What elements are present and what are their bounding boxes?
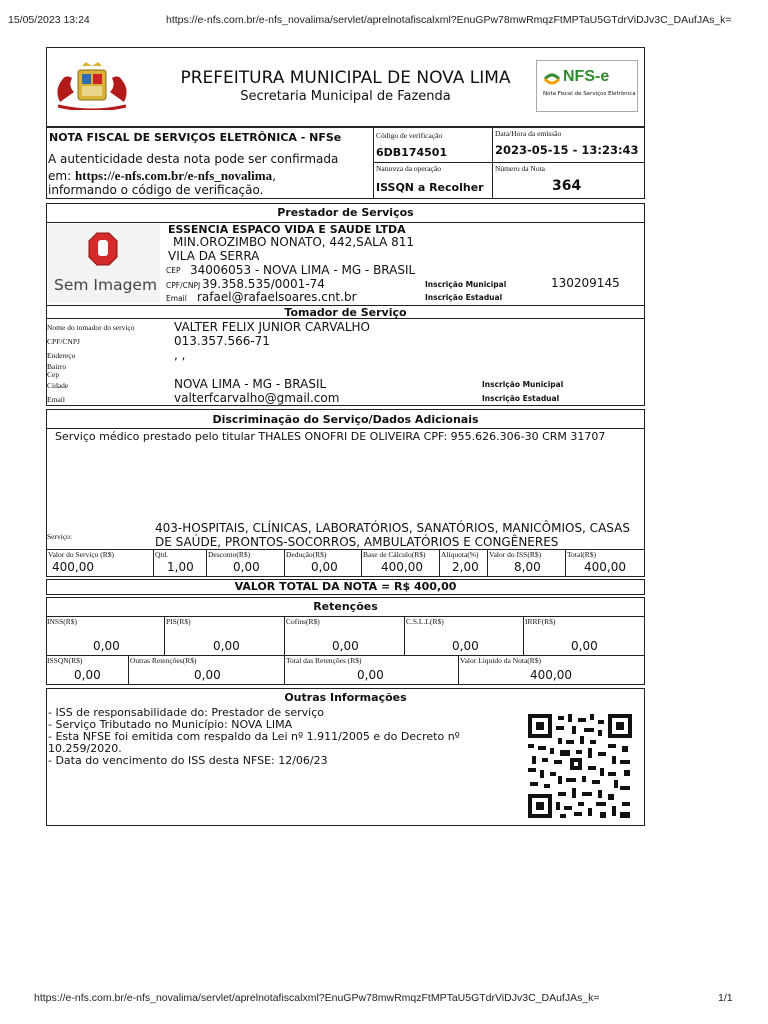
valor-liquido-label: Valor Liquido da Nota(R$) <box>460 656 542 665</box>
prestador-cep: 34006053 - NOVA LIMA - MG - BRASIL <box>190 263 416 277</box>
issqn-value: 0,00 <box>74 668 101 682</box>
desconto-label: Desconto(R$) <box>208 550 251 559</box>
total-retencoes-label: Total das Retenções (R$) <box>286 656 362 665</box>
csll-value: 0,00 <box>452 639 479 653</box>
tomador-cep-label: Cep <box>47 370 60 379</box>
nfse-logo-text: NFS-e <box>563 68 610 85</box>
csll-label: C.S.L.L(R$) <box>406 617 444 626</box>
auth-url-link[interactable]: https://e-nfs.com.br/e-nfs_novalima <box>74 168 273 183</box>
natureza-label: Natureza da operação <box>376 164 441 173</box>
stop-hand-icon <box>88 232 118 266</box>
nota-title: NOTA FISCAL DE SERVIÇOS ELETRÔNICA - NFSe <box>49 131 342 144</box>
print-url: https://e-nfs.com.br/e-nfs_novalima/servlet/aprelnotafiscalxml?EnuGPw78mwRmqzFtMPTaU5GTdrViDJv3C_DAufJAs_k= <box>166 14 732 26</box>
outras-line-5: - Data do vencimento do ISS desta NFSE: 12/06/23 <box>48 754 328 767</box>
data-label: Data/Hora da emissão <box>495 129 562 138</box>
pis-label: PIS(R$) <box>166 617 191 626</box>
prestador-email: rafael@rafaelsoares.cnt.br <box>197 290 357 304</box>
total-label: Total(R$) <box>567 550 597 559</box>
base-calculo-label: Base de Cálculo(R$) <box>363 550 426 559</box>
prestador-email-label: Email <box>166 294 187 303</box>
outras-section-title: Outras Informações <box>284 691 407 704</box>
valor-iss-value: 8,00 <box>514 560 541 574</box>
deducao-value: 0,00 <box>311 560 338 574</box>
irrf-label: IRRF(R$) <box>525 617 556 626</box>
auth-line-3: informando o código de verificação. <box>48 183 264 197</box>
tomador-cpf: 013.357.566-71 <box>174 334 270 348</box>
tomador-cpf-label: CPF/CNPJ <box>47 337 80 346</box>
sem-imagem-text: Sem Imagem <box>54 276 158 294</box>
codigo-label: Código de verificação <box>376 131 443 140</box>
tomador-email: valterfcarvalho@gmail.com <box>174 391 340 405</box>
valores-box <box>46 549 645 577</box>
discriminacao-section-title: Discriminação do Serviço/Dados Adicionais <box>212 413 479 426</box>
prestador-endereco: MIN.OROZIMBO NONATO, 442,SALA 811 <box>173 235 415 249</box>
issqn-label: ISSQN(R$) <box>47 656 83 665</box>
prestador-cnpj-label: CPF/CNPJ <box>166 281 201 290</box>
valor-liquido-value: 400,00 <box>530 668 572 682</box>
outras-retencoes-label: Outras Retenções(R$) <box>130 656 197 665</box>
tomador-nome-label: Nome do tomador do serviço <box>47 323 135 332</box>
servico-line-2: DE SAÚDE, PRONTOS-SOCORROS, AMBULATÓRIOS E CONGÊNERES <box>155 535 559 549</box>
prestador-cnpj: 39.358.535/0001-74 <box>202 277 325 291</box>
outras-line-2: - Serviço Tributado no Município: NOVA LIMA <box>48 718 293 731</box>
nfse-logo-subtitle: Nota Fiscal de Serviços Eletrônica <box>543 91 636 97</box>
nfse-logo <box>536 60 638 112</box>
data-value: 2023-05-15 - 13:23:43 <box>495 143 639 157</box>
prestador-im-label: Inscrição Municipal <box>425 280 507 289</box>
base-calculo-value: 400,00 <box>381 560 423 574</box>
pis-value: 0,00 <box>213 639 240 653</box>
valor-servico-label: Valor do Serviço (R$) <box>48 550 115 559</box>
secretaria-title: Secretaria Municipal de Fazenda <box>240 89 451 104</box>
nfse-arrow-icon <box>543 71 561 87</box>
tomador-endereco: , , <box>174 348 186 362</box>
prestador-bairro: VILA DA SERRA <box>168 249 260 263</box>
qtd-label: Qtd. <box>155 550 169 559</box>
servico-line-1: 403-HOSPITAIS, CLÍNICAS, LABORATÓRIOS, SANATÓRIOS, MANICÔMIOS, CASAS <box>155 521 630 535</box>
total-nota: VALOR TOTAL DA NOTA = R$ 400,00 <box>234 580 457 593</box>
prestador-im: 130209145 <box>551 276 620 290</box>
tomador-nome: VALTER FELIX JUNIOR CARVALHO <box>174 320 371 334</box>
tomador-ie-label: Inscrição Estadual <box>482 394 560 403</box>
prestador-cep-label: CEP <box>166 266 181 275</box>
tomador-cidade-label: Cidade <box>47 381 69 390</box>
aliquota-label: Alíquota(%) <box>441 550 479 559</box>
auth-line-2: em: https://e-nfs.com.br/e-nfs_novalima, <box>48 168 276 183</box>
irrf-value: 0,00 <box>571 639 598 653</box>
deducao-label: Dedução(R$) <box>286 550 327 559</box>
natureza-value: ISSQN a Recolher <box>376 181 484 194</box>
qr-code-icon <box>528 714 632 818</box>
tomador-im-label: Inscrição Municipal <box>482 380 564 389</box>
print-footer-url: https://e-nfs.com.br/e-nfs_novalima/servlet/aprelnotafiscalxml?EnuGPw78mwRmqzFtMPTaU5GTdrViDJv3C_DAufJAs_k= <box>34 992 600 1004</box>
numero-value: 364 <box>552 178 582 194</box>
tomador-email-label: Email <box>47 395 65 404</box>
numero-label: Número da Nota <box>495 164 545 173</box>
inss-value: 0,00 <box>93 639 120 653</box>
qtd-value: 1,00 <box>167 560 194 574</box>
prestador-section-title: Prestador de Serviços <box>277 206 414 219</box>
retencoes-section-title: Retenções <box>313 600 378 613</box>
valor-servico-value: 400,00 <box>52 560 94 574</box>
discriminacao-texto: Serviço médico prestado pelo titular THALES ONOFRI DE OLIVEIRA CPF: 955.626.306-30 CRM 31707 <box>55 430 606 443</box>
print-datetime: 15/05/2023 13:24 <box>8 14 90 26</box>
tomador-section-title: Tomador de Serviço <box>284 306 407 319</box>
auth-line-1: A autenticidade desta nota pode ser confirmada <box>48 152 339 166</box>
cofins-label: Cofins(R$) <box>286 617 320 626</box>
cofins-value: 0,00 <box>332 639 359 653</box>
prestador-image-placeholder <box>48 224 160 302</box>
outras-line-3: - Esta NFSE foi emitida com respaldo da Lei nº 1.911/2005 e do Decreto nº <box>48 730 460 743</box>
valor-iss-label: Valor do ISS(R$) <box>489 550 542 559</box>
outras-line-1: - ISS de responsabilidade do: Prestador de serviço <box>48 706 325 719</box>
prestador-ie-label: Inscrição Estadual <box>425 293 503 302</box>
tomador-bairro-label: Bairro <box>47 362 67 371</box>
tomador-cidade: NOVA LIMA - MG - BRASIL <box>174 377 327 391</box>
codigo-value: 6DB174501 <box>376 146 448 159</box>
outras-line-4: 10.259/2020. <box>48 742 122 755</box>
aliquota-value: 2,00 <box>452 560 479 574</box>
city-title: PREFEITURA MUNICIPAL DE NOVA LIMA <box>180 68 511 88</box>
total-retencoes-value: 0,00 <box>357 668 384 682</box>
outras-retencoes-value: 0,00 <box>194 668 221 682</box>
inss-label: INSS(R$) <box>47 617 78 626</box>
prestador-nome: ESSENCIA ESPACO VIDA E SAUDE LTDA <box>168 223 406 236</box>
servico-label: Serviço: <box>47 532 72 541</box>
print-page-count: 1/1 <box>718 992 733 1004</box>
desconto-value: 0,00 <box>233 560 260 574</box>
total-value: 400,00 <box>584 560 626 574</box>
tomador-endereco-label: Endereço <box>47 351 76 360</box>
